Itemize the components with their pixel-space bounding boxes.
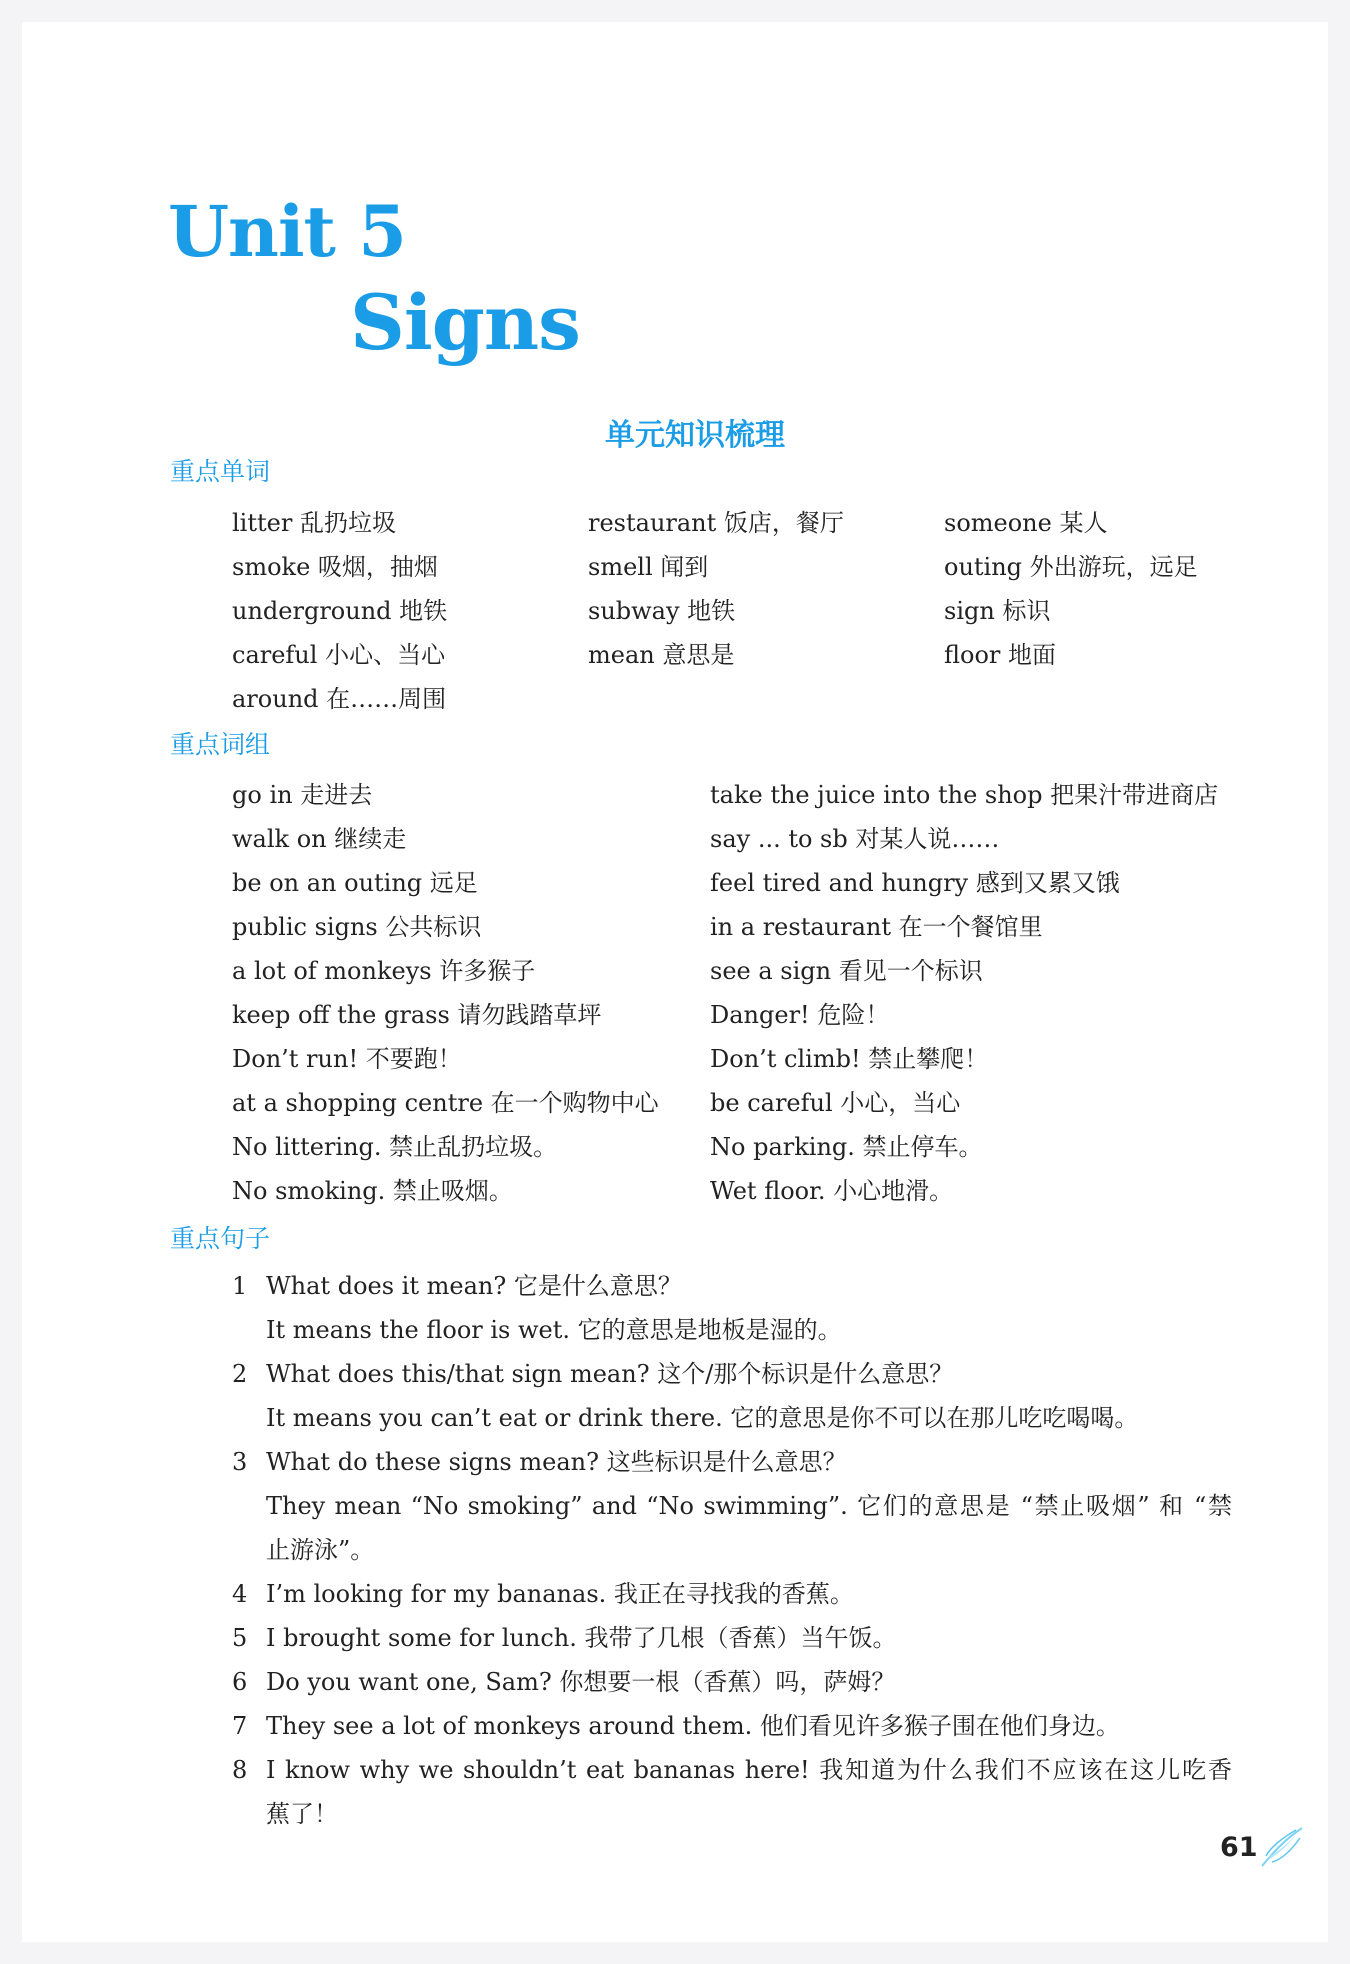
word-item: someone 某人: [944, 509, 1108, 537]
phrase-item: go in 走进去: [232, 781, 373, 809]
sentence-item: [232, 1660, 1232, 1704]
words-heading: 重点单词: [170, 457, 271, 486]
phrase-item: No smoking. 禁止吸烟。: [232, 1177, 513, 1205]
sentence-line: I’m looking for my bananas. 我正在寻找我的香蕉。: [266, 1580, 854, 1608]
phrase-item: Don’t climb! 禁止攀爬！: [710, 1045, 989, 1073]
sentence-item: [232, 1440, 1232, 1572]
sentence-line: What does it mean? 它是什么意思？: [266, 1272, 682, 1300]
phrase-item: keep off the grass 请勿践踏草坪: [232, 1001, 602, 1029]
phrases-column-2: [710, 773, 1218, 1213]
sentence-line: They see a lot of monkeys around them. 他们看见许多猴子围在他们身边。: [266, 1712, 1120, 1740]
sentences-heading: 重点句子: [170, 1224, 271, 1253]
sentence-line: Do you want one, Sam? 你想要一根（香蕉）吗，萨姆？: [266, 1668, 896, 1696]
phrase-item: Danger! 危险！: [710, 1001, 890, 1029]
sentence-line: 蕉了！: [266, 1800, 338, 1828]
sentence-number: 7: [232, 1712, 248, 1740]
word-item: mean 意思是: [588, 641, 735, 669]
word-item: subway 地铁: [588, 597, 736, 625]
sentence-number: 5: [232, 1624, 248, 1652]
unit-name: Signs: [350, 278, 580, 367]
word-item: restaurant 饭店，餐厅: [588, 509, 844, 537]
phrase-item: be on an outing 远足: [232, 869, 478, 897]
phrase-item: Wet floor. 小心地滑。: [710, 1177, 954, 1205]
phrase-item: No parking. 禁止停车。: [710, 1133, 983, 1161]
word-item: smoke 吸烟，抽烟: [232, 553, 438, 581]
sentence-number: 8: [232, 1756, 248, 1784]
word-item: smell 闻到: [588, 553, 709, 581]
page-number: 61: [1220, 1832, 1258, 1863]
phrase-item: be careful 小心，当心: [710, 1089, 961, 1117]
word-item: outing 外出游玩，远足: [944, 553, 1198, 581]
sentence-number: 4: [232, 1580, 248, 1608]
sentence-number: 1: [232, 1272, 248, 1300]
phrase-item: feel tired and hungry 感到又累又饿: [710, 869, 1120, 897]
phrase-item: see a sign 看见一个标识: [710, 957, 983, 985]
sentence-line: What does this/that sign mean? 这个/那个标识是什么意思？: [266, 1360, 954, 1388]
words-column-1: [232, 501, 447, 721]
sentence-line: It means you can’t eat or drink there. 它的意思是你不可以在那儿吃吃喝喝。: [266, 1404, 1139, 1432]
sentence-line: I brought some for lunch. 我带了几根（香蕉）当午饭。: [266, 1624, 897, 1652]
sentence-item: [232, 1704, 1232, 1748]
phrases-heading: 重点词组: [170, 730, 271, 759]
phrase-item: at a shopping centre 在一个购物中心: [232, 1089, 659, 1117]
word-item: floor 地面: [944, 641, 1057, 669]
sentence-item: [232, 1616, 1232, 1660]
phrase-item: public signs 公共标识: [232, 913, 482, 941]
word-item: litter 乱扔垃圾: [232, 509, 396, 537]
sentence-line: They mean “No smoking” and “No swimming”. 它们的意思是 “禁止吸烟” 和 “禁: [266, 1492, 1232, 1520]
phrase-item: walk on 继续走: [232, 825, 407, 853]
word-item: careful 小心、当心: [232, 641, 446, 669]
key-sentences: [232, 1264, 1232, 1836]
sentence-number: 2: [232, 1360, 248, 1388]
phrase-item: in a restaurant 在一个餐馆里: [710, 913, 1043, 941]
sentence-number: 6: [232, 1668, 248, 1696]
sentence-line: I know why we shouldn’t eat bananas here! 我知道为什么我们不应该在这儿吃香: [266, 1756, 1232, 1784]
sentence-number: 3: [232, 1448, 248, 1476]
sentence-item: [232, 1352, 1232, 1440]
unit-title: Unit 5: [168, 190, 406, 273]
sentence-line: It means the floor is wet. 它的意思是地板是湿的。: [266, 1316, 842, 1344]
word-item: around 在……周围: [232, 685, 447, 713]
section-banner: 单元知识梳理: [605, 418, 785, 453]
phrase-item: take the juice into the shop 把果汁带进商店: [710, 781, 1219, 809]
words-column-3: [944, 501, 1198, 677]
word-item: underground 地铁: [232, 597, 448, 625]
phrases-column-1: [232, 773, 659, 1213]
feather-icon: [1258, 1826, 1304, 1868]
sentence-item: [232, 1748, 1232, 1836]
phrase-item: Don’t run! 不要跑！: [232, 1045, 462, 1073]
phrase-item: say ... to sb 对某人说……: [710, 825, 1000, 853]
word-item: sign 标识: [944, 597, 1051, 625]
sentence-line: What do these signs mean? 这些标识是什么意思？: [266, 1448, 847, 1476]
sentence-item: [232, 1264, 1232, 1352]
phrase-item: No littering. 禁止乱扔垃圾。: [232, 1133, 558, 1161]
sentence-line: 止游泳”。: [266, 1536, 375, 1564]
words-column-2: [588, 501, 844, 677]
sentence-item: [232, 1572, 1232, 1616]
phrase-item: a lot of monkeys 许多猴子: [232, 957, 536, 985]
